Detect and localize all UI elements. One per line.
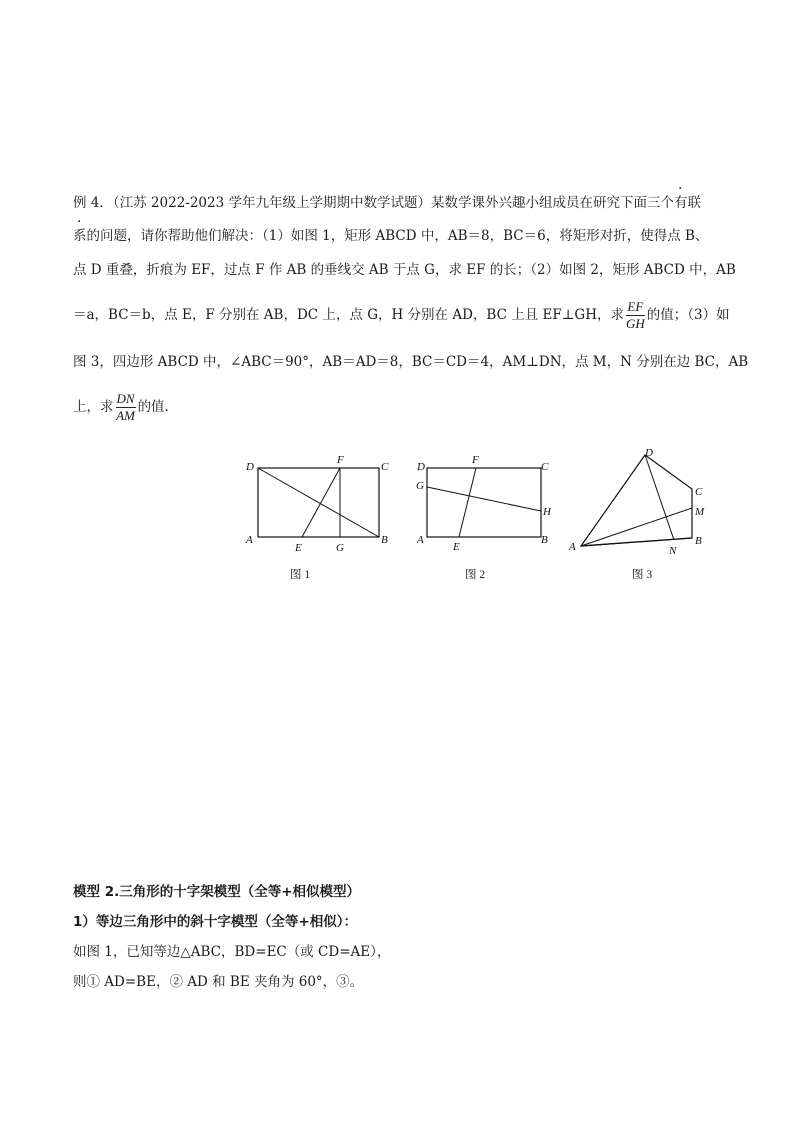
problem-line-3: 点 D 重叠，折痕为 EF，过点 F 作 AB 的垂线交 AB 于点 G，求 EF 的长；（2）如图 2，矩形 ABCD 中，AB: [73, 262, 736, 278]
label-D: D: [417, 461, 425, 473]
problem-line-2: 系的问题，请你帮助他们解决：（1）如图 1，矩形 ABCD 中，AB＝8，BC＝6，将矩形对折，使得点 B、: [73, 228, 709, 244]
label-M: M: [695, 506, 705, 518]
problem-line-1: 例 4．（江苏 2022-2023 学年九年级上学期期中数学试题）某数学课外兴趣小组成员在研究下面三个有联: [73, 195, 701, 211]
label-A: A: [417, 534, 424, 546]
fraction-ef-gh: $\frac{EF}{GH}$: [625, 299, 645, 331]
label-F: F: [337, 454, 344, 466]
emphasis-dotted-text: 有联: [674, 195, 701, 211]
figure-3-diagram: [565, 440, 725, 565]
label-N: N: [669, 545, 677, 557]
label-G: G: [416, 480, 424, 492]
figure-1: [240, 450, 400, 564]
figure-2-diagram: [410, 450, 560, 560]
model-heading: 模型 2.三角形的十字架模型（全等+相似模型）: [73, 884, 361, 900]
figure-3-caption: 图 3: [632, 569, 653, 581]
label-B: B: [541, 534, 548, 546]
label-E: E: [295, 542, 302, 554]
label-C: C: [541, 461, 549, 473]
emphasis-dotted-text: 系: [73, 228, 87, 244]
model-sub-heading: 1）等边三角形中的斜十字模型（全等+相似）：: [73, 914, 357, 930]
figure-2-caption: 图 2: [465, 569, 486, 581]
fraction-dn-am: $\frac{DN}{AM}$: [116, 391, 135, 423]
label-A: A: [569, 541, 576, 553]
problem-line-4: ＝a，BC＝b，点 E，F 分别在 AB，DC 上，点 G，H 分别在 AD，BC 上且 EF⊥GH，求 $\frac{EF}{GH}$ 的值；（3）如: [73, 299, 730, 331]
label-B: B: [695, 535, 702, 547]
label-D: D: [645, 447, 653, 459]
figure-2: [410, 450, 560, 564]
problem-line-6: 上，求 $\frac{DN}{AM}$ 的值.: [73, 391, 169, 423]
label-F: F: [472, 454, 479, 466]
figure-1-diagram: [240, 450, 400, 560]
label-G: G: [336, 542, 344, 554]
model-text-1: 如图 1，已知等边△ABC，BD=EC（或 CD=AE），: [73, 944, 391, 960]
figure-3: [565, 440, 725, 569]
label-E: E: [453, 541, 460, 553]
figure-1-caption: 图 1: [290, 569, 311, 581]
label-H: H: [543, 506, 551, 518]
label-B: B: [381, 534, 388, 546]
label-C: C: [381, 461, 389, 473]
label-D: D: [246, 461, 254, 473]
label-A: A: [246, 534, 253, 546]
model-text-2: 则① AD=BE，② AD 和 BE 夹角为 60°，③。: [73, 974, 364, 990]
problem-line-5: 图 3，四边形 ABCD 中，∠ABC＝90°，AB＝AD＝8，BC＝CD＝4，AM⊥DN，点 M，N 分别在边 BC，AB: [73, 354, 749, 370]
label-C: C: [695, 486, 703, 498]
